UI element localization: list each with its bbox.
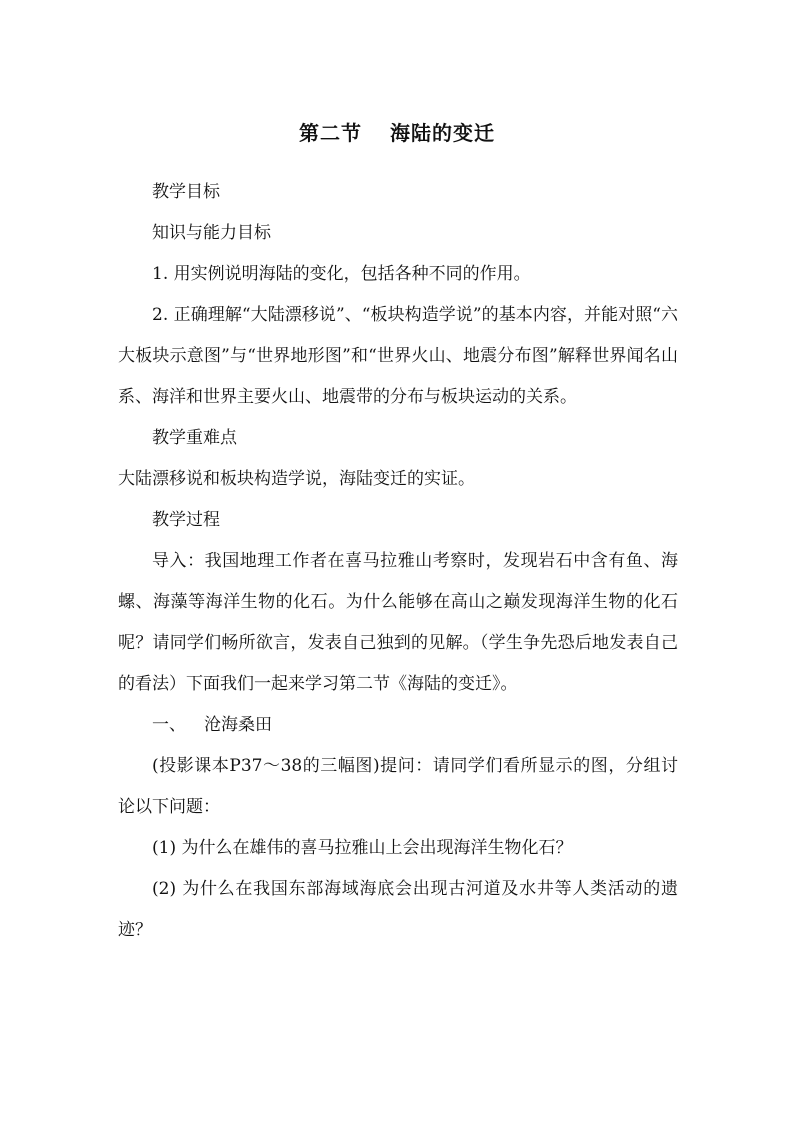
heading-knowledge-goals: 知识与能力目标 [152, 223, 271, 243]
question-1: (1) 为什么在雄伟的喜马拉雅山上会出现海洋生物化石？ [152, 838, 573, 858]
projection-question: (投影课本P37～38的三幅图)提问：请同学们看所显示的图，分组讨论以下问题： [118, 756, 678, 817]
title-text: 海陆的变迁 [390, 121, 495, 145]
document-body [118, 172, 678, 951]
section-heading [118, 705, 678, 746]
heading-teaching-process: 教学过程 [152, 510, 220, 530]
heading-key-points: 教学重难点 [152, 428, 237, 448]
section-heading-number: 一、 [152, 715, 186, 735]
heading-teaching-goals: 教学目标 [152, 182, 220, 202]
key-points-text: 大陆漂移说和板块构造学说，海陆变迁的实证。 [118, 469, 475, 489]
section-heading-text: 沧海桑田 [204, 715, 272, 735]
question-2: (2) 为什么在我国东部海域海底会出现古河道及水井等人类活动的遗迹？ [118, 879, 678, 940]
title-section-number: 第二节 [299, 121, 362, 145]
introduction-paragraph: 导入：我国地理工作者在喜马拉雅山考察时，发现岩石中含有鱼、海螺、海藻等海洋生物的化石。为什么能够在高山之巅发现海洋生物的化石呢？请同学们畅所欲言，发表自己独到的见解。（学生争先恐后地发表自己的看法）下面我们一起来学习第二节《海陆的变迁》。 [118, 551, 678, 694]
goal-item-1: 1. 用实例说明海陆的变化，包括各种不同的作用。 [152, 264, 531, 284]
goal-item-2: 2. 正确理解“大陆漂移说”、“板块构造学说”的基本内容，并能对照“六大板块示意图”与“世界地形图”和“世界火山、地震分布图”解释世界闻名山系、海洋和世界主要火山、地震带的分布与板块运动的关系。 [118, 305, 678, 407]
page-title [0, 118, 794, 148]
